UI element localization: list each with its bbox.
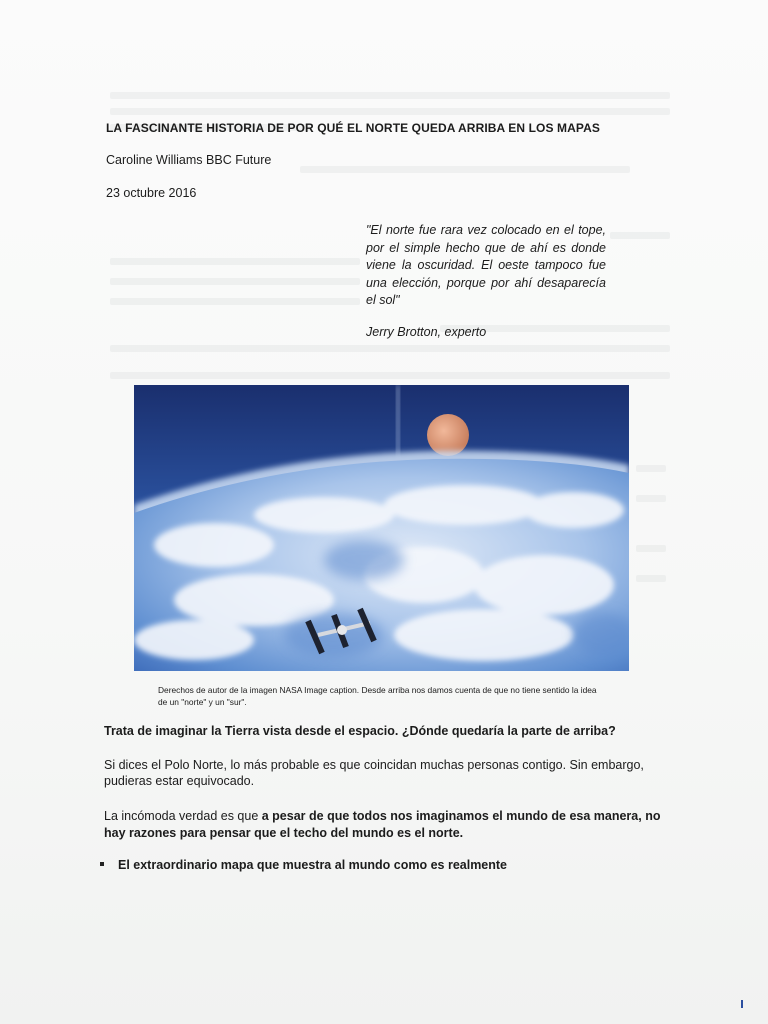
bleed-through-line	[110, 108, 670, 115]
bleed-through-line	[636, 545, 666, 552]
lead-question: Trata de imaginar la Tierra vista desde el espacio. ¿Dónde quedaría la parte de arriba?	[104, 724, 616, 738]
bullet-marker	[100, 862, 104, 866]
page-mark	[741, 1000, 743, 1008]
article-date: 23 octubre 2016	[106, 186, 197, 200]
bleed-through-line	[636, 495, 666, 502]
bleed-through-line	[110, 92, 670, 99]
bleed-through-line	[110, 258, 360, 265]
article-title: LA FASCINANTE HISTORIA DE POR QUÉ EL NORTE QUEDA ARRIBA EN LOS MAPAS	[106, 121, 600, 135]
bleed-through-line	[110, 278, 360, 285]
image-caption: Derechos de autor de la imagen NASA Image caption. Desde arriba nos damos cuenta de que no tiene sentido la idea de un "norte" y un "sur".	[158, 685, 597, 707]
bleed-through-line	[636, 465, 666, 472]
paragraph-intro: La incómoda verdad es que	[104, 809, 262, 823]
earth-from-space-photo	[134, 385, 629, 671]
paragraph-emphasis: a pesar de que todos nos imaginamos el mundo de esa manera, no hay razones para pensar que el techo del mundo es el norte.	[104, 809, 661, 840]
bleed-through-line	[110, 372, 670, 379]
paragraph-incomoda-verdad	[104, 808, 664, 842]
bleed-through-line	[636, 575, 666, 582]
bleed-through-line	[300, 166, 630, 173]
moon	[427, 414, 469, 456]
earth-orbit-illustration	[134, 385, 629, 671]
related-article-link[interactable]: El extraordinario mapa que muestra al mundo como es realmente	[118, 858, 508, 872]
bleed-through-line	[110, 298, 360, 305]
article-author: Caroline Williams BBC Future	[106, 153, 272, 167]
bleed-through-line	[110, 345, 670, 352]
pull-quote: "El norte fue rara vez colocado en el tope, por el simple hecho que de ahí es donde viene la oscuridad. El oeste tampoco fue una elección, porque por ahí desaparecía el sol"	[366, 223, 606, 307]
related-article-bullet	[100, 858, 507, 872]
bleed-through-line	[610, 232, 670, 239]
quote-author: Jerry Brotton, experto	[366, 325, 487, 339]
paragraph-polo-norte: Si dices el Polo Norte, lo más probable es que coincidan muchas personas contigo. Sin embargo, pudieras estar equivocado.	[104, 758, 644, 788]
